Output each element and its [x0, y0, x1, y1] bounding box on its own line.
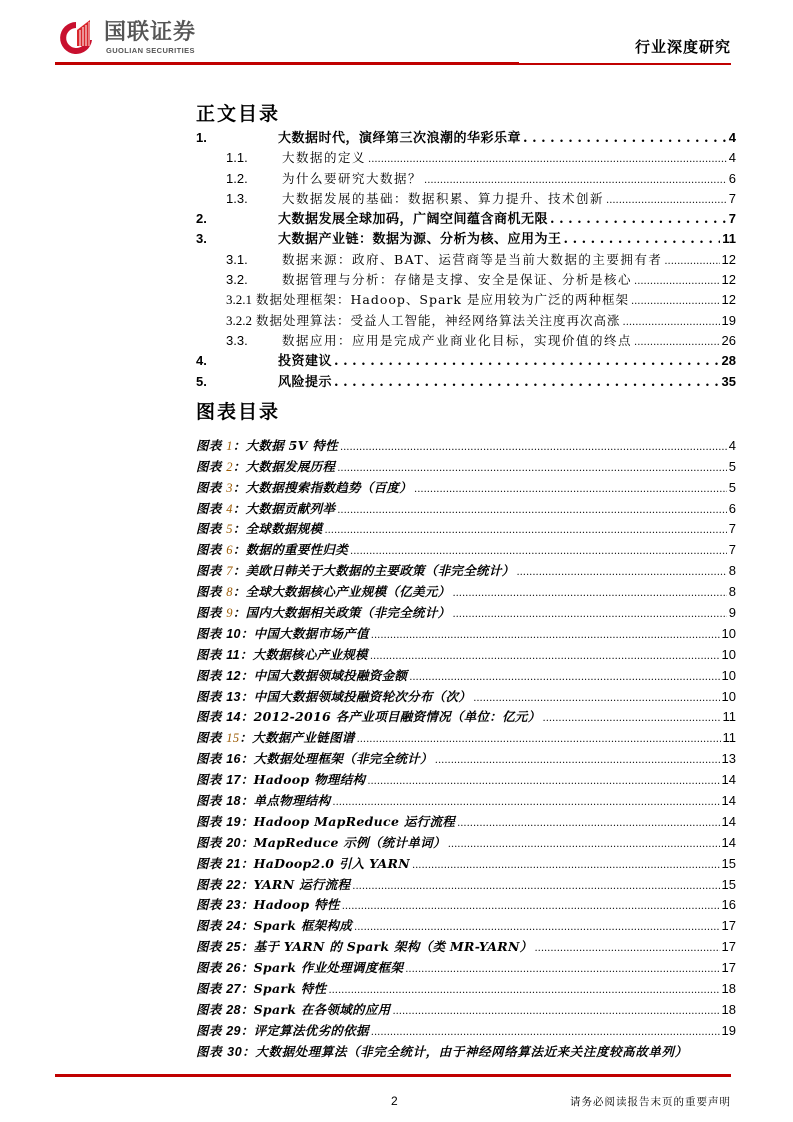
- figure-entry-page[interactable]: 17: [721, 918, 736, 934]
- dot-leader: [405, 960, 719, 981]
- figure-entry-page[interactable]: 14: [721, 813, 736, 829]
- figure-entry-page[interactable]: 15: [721, 855, 736, 871]
- figure-prefix: 图表: [196, 855, 227, 871]
- page-content: [196, 100, 736, 1063]
- figure-entry-page[interactable]: 5: [728, 479, 736, 495]
- figure-caption: ：中国大数据市场产值: [240, 625, 369, 641]
- figure-entry-page[interactable]: 9: [728, 604, 736, 620]
- figure-caption: ：Spark 作业处理调度框架: [240, 960, 404, 976]
- figure-entry-page[interactable]: 10: [721, 646, 736, 662]
- figure-entry-label[interactable]: [196, 958, 403, 979]
- dot-leader: [534, 939, 719, 960]
- figure-entry-page[interactable]: 11: [722, 730, 736, 746]
- dot-leader: [370, 647, 720, 668]
- toc-entry-label[interactable]: 数据来源：政府、BAT、运营商等是当前大数据的主要拥有者: [282, 251, 663, 267]
- figure-entry-page[interactable]: 18: [721, 981, 736, 997]
- figure-entry-label[interactable]: [196, 436, 338, 457]
- dot-leader: [435, 751, 720, 772]
- figure-caption: ：大数据处理算法（非完全统计，由于神经网络算法近来关注度较高故单列）: [242, 1043, 688, 1059]
- toc-entry[interactable]: [196, 290, 736, 310]
- figure-caption: ：大数据发展历程: [232, 458, 336, 474]
- figure-entry-label[interactable]: [196, 1021, 369, 1042]
- figure-entry-label[interactable]: [196, 770, 365, 791]
- dot-leader: [337, 501, 727, 522]
- figure-caption: ：全球数据规模: [232, 521, 323, 537]
- figure-prefix: 图表: [196, 688, 227, 704]
- dot-leader: [392, 1002, 719, 1023]
- dot-leader: [368, 149, 727, 170]
- toc-entry-page[interactable]: 4: [728, 130, 736, 145]
- figure-entry-page[interactable]: 8: [728, 584, 736, 600]
- figure-entry[interactable]: [196, 707, 736, 728]
- logo-english-name: GUOLIAN SECURITIES: [106, 46, 195, 55]
- figure-number: 10: [226, 626, 241, 641]
- figure-entry-label[interactable]: [196, 937, 532, 958]
- dot-leader: [414, 480, 727, 501]
- figure-entry-page[interactable]: 6: [728, 500, 736, 516]
- toc-entry[interactable]: [196, 169, 736, 189]
- figure-prefix: 图表: [196, 813, 227, 829]
- figure-entry-label[interactable]: [196, 457, 335, 478]
- figure-prefix: 图表: [196, 709, 227, 725]
- toc-entry-number: 4.: [196, 353, 207, 369]
- figure-entry-label[interactable]: [196, 854, 410, 875]
- figure-entry-page[interactable]: 14: [721, 772, 736, 788]
- figure-caption: ：Spark 特性: [240, 981, 327, 997]
- figure-prefix: 图表: [196, 897, 227, 913]
- figure-caption: ：Spark 在各领域的应用: [240, 1001, 391, 1017]
- figure-entry[interactable]: [196, 833, 736, 854]
- figure-entry-label[interactable]: [196, 749, 433, 770]
- toc-entry[interactable]: [196, 189, 736, 209]
- dot-leader: [324, 521, 726, 542]
- report-type-label: 行业深度研究: [634, 38, 731, 56]
- dot-leader: [371, 1023, 720, 1044]
- figure-list-title: 图表目录: [196, 400, 281, 423]
- dot-leader: [448, 835, 720, 856]
- toc-entry-label[interactable]: 大数据发展的基础：数据积累、算力提升、技术创新: [282, 190, 605, 206]
- figure-entry[interactable]: [196, 937, 736, 958]
- figure-entry[interactable]: [196, 582, 736, 603]
- figure-caption: ：MapReduce 示例（统计单词）: [240, 834, 446, 850]
- toc-entry-number: 3.2.1: [226, 292, 252, 308]
- figure-number: 22: [226, 877, 241, 892]
- toc-entry-number: 1.2.: [226, 170, 248, 186]
- figure-entry[interactable]: [196, 895, 736, 916]
- figure-entry-page[interactable]: 7: [728, 521, 736, 537]
- toc-entry-label[interactable]: 大数据的定义: [282, 150, 367, 166]
- toc-entry-page[interactable]: 4: [728, 150, 736, 166]
- dot-leader: [664, 251, 719, 272]
- figure-entry-page[interactable]: 19: [721, 1022, 736, 1038]
- figure-prefix: 图表: [196, 563, 227, 579]
- footer-divider: [55, 1074, 731, 1077]
- toc-entry[interactable]: [196, 270, 736, 290]
- figure-entry-label[interactable]: [196, 728, 355, 749]
- figure-caption: ：Hadoop 特性: [240, 897, 340, 913]
- figure-entry-label[interactable]: [196, 478, 412, 499]
- figure-number: 3: [226, 480, 233, 495]
- figure-entry[interactable]: [196, 1021, 736, 1042]
- figure-entry-label[interactable]: [196, 875, 350, 896]
- figure-entry-page[interactable]: 14: [721, 834, 736, 850]
- figure-entry[interactable]: [196, 791, 736, 812]
- figure-entry-label[interactable]: [196, 791, 330, 812]
- toc-entry[interactable]: [196, 229, 736, 249]
- dot-leader: [452, 605, 726, 626]
- dot-leader: [332, 793, 719, 814]
- dot-leader: [631, 291, 720, 312]
- dot-leader: [409, 668, 719, 689]
- figure-prefix: 图表: [196, 876, 227, 892]
- figure-caption: ：YARN 运行流程: [240, 876, 351, 892]
- dot-leader: [342, 897, 720, 918]
- figure-entry[interactable]: [196, 875, 736, 896]
- figure-entry-label[interactable]: [196, 603, 450, 624]
- figure-number: 19: [226, 814, 241, 829]
- toc-entry[interactable]: [196, 128, 736, 148]
- figure-entry[interactable]: [196, 624, 736, 645]
- figure-caption: ：单点物理结构: [240, 793, 331, 808]
- dot-leader: [634, 271, 720, 292]
- figure-prefix: 图表: [196, 500, 227, 516]
- figure-entry[interactable]: [196, 979, 736, 1000]
- figure-entry-label[interactable]: [196, 687, 471, 708]
- guolian-logo-icon: [57, 18, 95, 58]
- figure-number: 17: [226, 773, 241, 788]
- dot-leader: [473, 689, 719, 710]
- figure-number: 23: [226, 898, 241, 913]
- figure-entry-page[interactable]: 8: [728, 563, 736, 579]
- toc-entry-label[interactable]: 为什么要研究大数据？: [282, 170, 423, 186]
- figure-entry-page[interactable]: 10: [721, 667, 736, 683]
- figure-number: 14: [226, 710, 241, 725]
- figure-caption: ：美欧日韩关于大数据的主要政策（非完全统计）: [232, 563, 515, 579]
- dot-leader: [424, 170, 727, 191]
- dot-leader: [623, 312, 720, 333]
- toc-entry-page[interactable]: 7: [728, 190, 736, 206]
- figure-number: 26: [226, 961, 241, 976]
- figure-prefix: 图表: [196, 939, 227, 955]
- toc-entry[interactable]: [196, 351, 736, 371]
- figure-prefix: 图表: [196, 960, 227, 976]
- toc-entry-page[interactable]: 12: [721, 272, 736, 288]
- figure-number: 11: [226, 647, 240, 662]
- toc-entry-page[interactable]: 28: [721, 353, 736, 369]
- dot-leader: [564, 230, 721, 250]
- toc-entry-page[interactable]: 12: [721, 251, 736, 267]
- figure-prefix: 图表: [196, 646, 227, 662]
- dot-leader: [334, 352, 720, 372]
- figure-entry[interactable]: [196, 478, 736, 499]
- figure-number: 21: [226, 856, 241, 871]
- dot-leader: [350, 542, 727, 563]
- figure-prefix: 图表: [196, 584, 227, 600]
- figure-entry-label[interactable]: [196, 707, 541, 728]
- dot-leader: [452, 584, 726, 605]
- figure-caption: ：大数据产业链图谱: [239, 730, 355, 746]
- figure-prefix: 图表: [196, 1001, 227, 1017]
- figure-entry-page[interactable]: 7: [728, 542, 736, 558]
- figure-prefix: 图表: [196, 1022, 227, 1038]
- dot-leader: [367, 772, 719, 793]
- figure-caption: ：Hadoop MapReduce 运行流程: [240, 813, 456, 829]
- figure-prefix: 图表: [196, 793, 227, 808]
- figure-number: 8: [226, 585, 233, 600]
- figure-entry-page[interactable]: 13: [721, 751, 736, 767]
- figure-entry-label[interactable]: [196, 540, 348, 561]
- figure-entry[interactable]: [196, 499, 736, 520]
- figure-entry-page[interactable]: 18: [721, 1001, 736, 1017]
- toc-entry-number: 5.: [196, 373, 207, 389]
- figure-prefix: 图表: [196, 604, 227, 620]
- toc-entry-page[interactable]: 11: [722, 231, 736, 247]
- figure-number: 16: [226, 752, 241, 767]
- figure-number: 9: [226, 605, 233, 620]
- figure-entry-page[interactable]: 5: [728, 458, 736, 474]
- dot-leader: [371, 626, 720, 647]
- toc-entry-page[interactable]: 26: [721, 332, 736, 348]
- figure-caption: ：数据的重要性归类: [232, 542, 349, 558]
- figure-number: 4: [226, 501, 233, 516]
- figure-entry[interactable]: [196, 519, 736, 540]
- figure-caption: ：全球大数据核心产业规模（亿美元）: [232, 584, 451, 600]
- toc-entry-number: 2.: [196, 211, 207, 227]
- toc-entry-label[interactable]: 投资建议: [278, 354, 333, 370]
- figure-number: 20: [226, 835, 241, 850]
- figure-caption: ：大数据贡献列举: [232, 500, 336, 516]
- page-number: 2: [391, 1094, 398, 1108]
- toc-entry-number: 3.2.2: [226, 312, 252, 328]
- figure-entry[interactable]: [196, 1042, 736, 1063]
- toc-entry-label[interactable]: 数据应用：应用是完成产业商业化目标，实现价值的终点: [282, 332, 633, 348]
- figure-entry-page[interactable]: 16: [721, 897, 736, 913]
- dot-leader: [334, 373, 720, 393]
- figure-entry[interactable]: [196, 728, 736, 749]
- figure-number: 6: [226, 543, 233, 558]
- toc-entry[interactable]: [196, 209, 736, 229]
- toc-entry-number: 1.: [196, 130, 207, 145]
- figure-caption: ：大数据核心产业规模: [239, 646, 368, 662]
- figure-prefix: 图表: [196, 834, 227, 850]
- toc-entry-label[interactable]: 数据处理框架：Hadoop、Spark 是应用较为广泛的两种框架: [256, 292, 629, 308]
- dot-leader: [516, 563, 726, 584]
- dot-leader: [606, 190, 727, 211]
- figure-list: [196, 436, 736, 1063]
- toc-title: 正文目录: [196, 103, 281, 125]
- figure-entry-label[interactable]: [196, 624, 369, 645]
- toc-entry-label[interactable]: 大数据发展全球加码，广阔空间蕴含商机无限: [278, 212, 549, 228]
- figure-number: 29: [226, 1023, 241, 1038]
- figure-caption: ：Spark 框架构成: [240, 918, 353, 934]
- figure-caption: ：大数据搜索指数趋势（百度）: [232, 479, 413, 495]
- toc-entry-label[interactable]: 风险提示: [278, 374, 333, 390]
- figure-caption: ：中国大数据领域投融资金额: [240, 667, 408, 683]
- figure-number: 5: [226, 522, 233, 537]
- figure-caption: ：2012-2016 各产业项目融资情况（单位：亿元）: [240, 709, 541, 725]
- dot-leader: [357, 730, 721, 751]
- figure-number: 7: [226, 564, 233, 579]
- figure-entry[interactable]: [196, 916, 736, 937]
- figure-entry-page[interactable]: 17: [721, 960, 736, 976]
- toc-entry-page[interactable]: 6: [728, 170, 736, 186]
- toc-entry-number: 1.3.: [226, 190, 248, 206]
- figure-entry[interactable]: [196, 603, 736, 624]
- dot-leader: [337, 459, 727, 480]
- logo-chinese-name: 国联证券: [104, 20, 197, 45]
- figure-prefix: 图表: [196, 730, 227, 746]
- figure-entry-label[interactable]: [196, 895, 340, 916]
- figure-caption: ：HaDoop2.0 引入 YARN: [240, 855, 410, 871]
- toc-entry-number: 1.1.: [226, 150, 248, 166]
- figure-prefix: 图表: [196, 542, 227, 558]
- figure-caption: ：评定算法优劣的依据: [240, 1022, 369, 1038]
- toc-entry-number: 3.1.: [226, 251, 248, 267]
- figure-prefix: 图表: [196, 625, 227, 641]
- toc-entry[interactable]: [196, 148, 736, 168]
- toc-entry-page[interactable]: 12: [721, 292, 736, 308]
- figure-entry[interactable]: [196, 770, 736, 791]
- figure-caption: ：Hadoop 物理结构: [240, 772, 366, 788]
- figure-number: 18: [226, 794, 241, 808]
- toc-entry-number: 3.3.: [226, 332, 248, 348]
- figure-number: 2: [226, 459, 233, 474]
- dot-leader: [523, 129, 727, 149]
- dot-leader: [352, 877, 719, 898]
- toc-entry-page[interactable]: 19: [721, 312, 736, 328]
- dot-leader: [328, 981, 719, 1002]
- figure-caption: ：国内大数据相关政策（非完全统计）: [232, 604, 451, 620]
- figure-entry-page[interactable]: 10: [721, 688, 736, 704]
- figure-entry[interactable]: [196, 645, 736, 666]
- figure-number: 13: [226, 689, 241, 704]
- dot-leader: [457, 814, 719, 835]
- figure-entry-page[interactable]: 14: [721, 793, 736, 808]
- figure-entry[interactable]: [196, 812, 736, 833]
- figure-number: 25: [226, 940, 241, 955]
- toc-entry-page[interactable]: 35: [721, 373, 736, 389]
- figure-number: 24: [226, 919, 241, 934]
- figure-number: 1: [226, 438, 233, 453]
- figure-number: 30: [227, 1044, 243, 1059]
- figure-entry-label[interactable]: [196, 833, 446, 854]
- toc-entry[interactable]: [196, 311, 736, 331]
- figure-entry-label[interactable]: [196, 561, 514, 582]
- toc-entry-label[interactable]: 大数据时代，演绎第三次浪潮的华彩乐章: [278, 131, 522, 146]
- figure-prefix: 图表: [196, 1043, 228, 1059]
- figure-prefix: 图表: [196, 479, 227, 495]
- dot-leader: [340, 438, 727, 459]
- figure-entry-label[interactable]: [196, 519, 322, 540]
- figure-entry[interactable]: [196, 436, 736, 457]
- dot-leader: [412, 856, 720, 877]
- figure-entry-label[interactable]: [196, 812, 455, 833]
- toc-entry-number: 3.2.: [226, 272, 248, 288]
- figure-caption: ：大数据 5V 特性: [232, 437, 338, 453]
- figure-entry[interactable]: [196, 666, 736, 687]
- figure-entry[interactable]: [196, 457, 736, 478]
- figure-entry[interactable]: [196, 854, 736, 875]
- figure-entry-page[interactable]: 4: [728, 437, 736, 453]
- figure-number: 12: [226, 668, 241, 683]
- figure-entry[interactable]: [196, 1000, 736, 1021]
- dot-leader: [543, 709, 721, 730]
- toc-entry[interactable]: [196, 372, 736, 392]
- toc-list: [196, 128, 736, 392]
- figure-entry-label[interactable]: [196, 1000, 390, 1021]
- toc-entry-label[interactable]: 大数据产业链：数据为源、分析为核、应用为王: [278, 232, 562, 248]
- figure-entry-page[interactable]: 17: [721, 939, 736, 955]
- figure-prefix: 图表: [196, 772, 227, 788]
- figure-number: 28: [226, 1002, 241, 1017]
- figure-entry-label[interactable]: [196, 499, 335, 520]
- figure-entry-label[interactable]: [196, 582, 450, 603]
- figure-entry-label[interactable]: [196, 979, 326, 1000]
- figure-entry-page[interactable]: 10: [721, 625, 736, 641]
- company-logo: [57, 18, 227, 58]
- figure-prefix: 图表: [196, 667, 227, 683]
- figure-entry-page[interactable]: 11: [722, 709, 736, 725]
- figure-prefix: 图表: [196, 458, 227, 474]
- figure-prefix: 图表: [196, 751, 227, 767]
- figure-entry-page[interactable]: 15: [721, 876, 736, 892]
- dot-leader: [634, 332, 720, 353]
- figure-entry-label[interactable]: [196, 916, 352, 937]
- figure-entry-label[interactable]: [196, 645, 368, 666]
- toc-entry-number: 3.: [196, 231, 207, 247]
- toc-entry-label[interactable]: 数据管理与分析：存储是支撑、安全是保证、分析是核心: [282, 272, 633, 288]
- figure-prefix: 图表: [196, 981, 227, 997]
- figure-entry-label[interactable]: [196, 666, 407, 687]
- header-divider-thin: [519, 63, 731, 65]
- dot-leader: [550, 210, 727, 230]
- figure-prefix: 图表: [196, 918, 227, 934]
- figure-caption: ：中国大数据领域投融资轮次分布（次）: [240, 688, 472, 704]
- figure-entry[interactable]: [196, 561, 736, 582]
- toc-entry[interactable]: [196, 250, 736, 270]
- figure-entry-label[interactable]: [196, 1042, 688, 1063]
- figure-prefix: 图表: [196, 437, 227, 453]
- dot-leader: [354, 918, 719, 939]
- figure-number: 15: [226, 731, 240, 746]
- figure-entry[interactable]: [196, 687, 736, 708]
- figure-number: 27: [226, 982, 241, 997]
- footer-disclaimer: 请务必阅读报告末页的重要声明: [570, 1096, 731, 1108]
- toc-entry[interactable]: [196, 331, 736, 351]
- figure-entry[interactable]: [196, 958, 736, 979]
- figure-entry[interactable]: [196, 540, 736, 561]
- figure-entry[interactable]: [196, 749, 736, 770]
- toc-entry-label[interactable]: 数据处理算法：受益人工智能，神经网络算法关注度再次高涨: [256, 312, 621, 328]
- toc-entry-page[interactable]: 7: [728, 211, 736, 227]
- header-divider: [55, 62, 519, 65]
- page-header: [0, 0, 793, 70]
- figure-prefix: 图表: [196, 521, 227, 537]
- figure-caption: ：大数据处理框架（非完全统计）: [240, 751, 433, 767]
- figure-caption: ：基于 YARN 的 Spark 架构（类 MR-YARN）: [240, 939, 533, 955]
